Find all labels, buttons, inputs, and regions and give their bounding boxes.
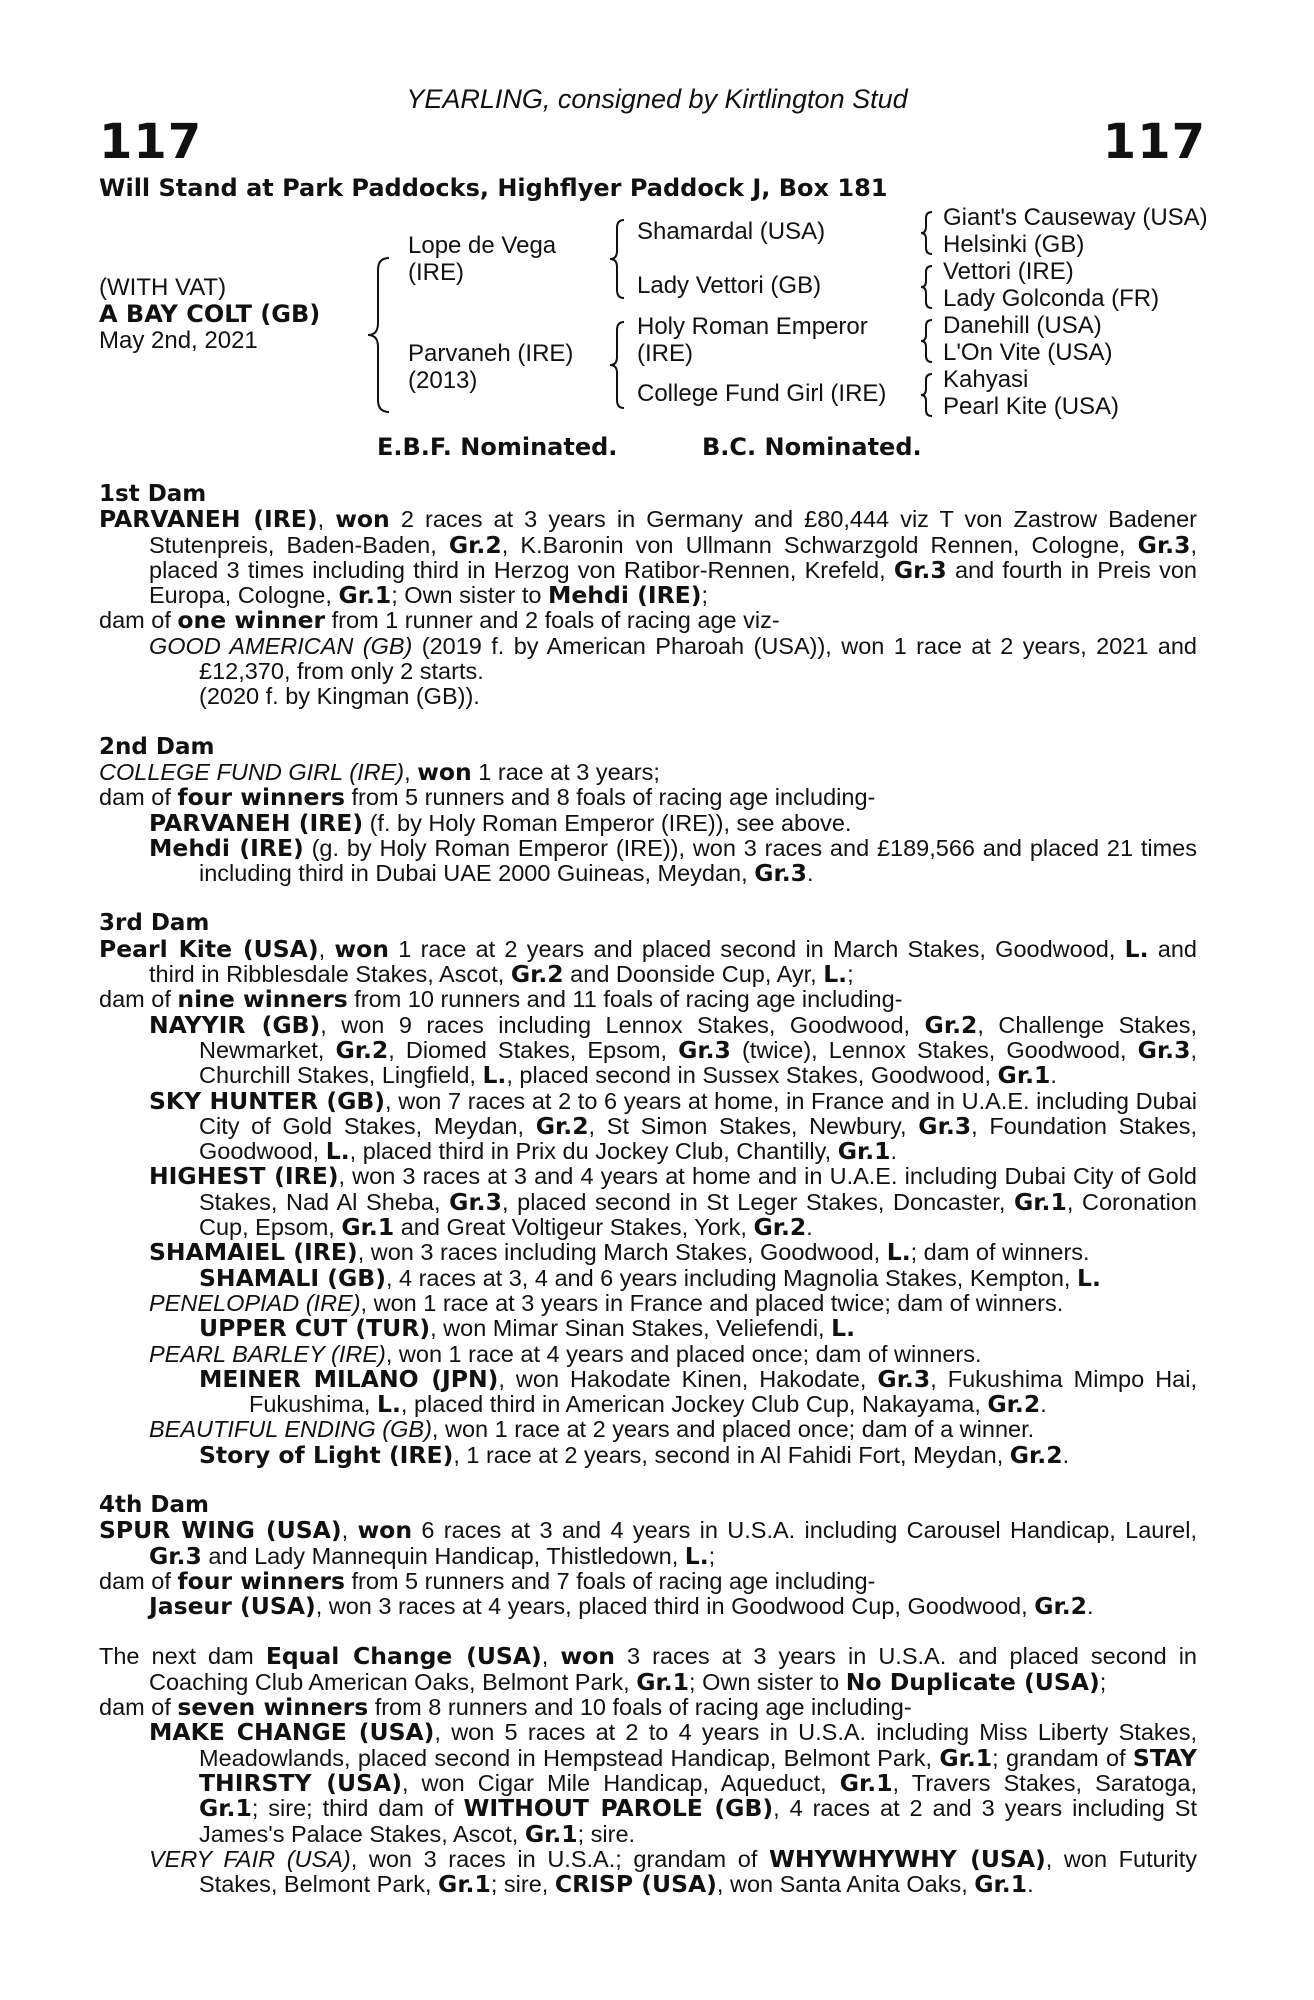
produce-pearl-barley: PEARL BARLEY (IRE), won 1 race at 4 years and placed once; dam of winners. [149, 1340, 982, 1367]
pedigree-brace-g2 [919, 264, 935, 310]
second-dam-heading: 2nd Dam [99, 733, 215, 760]
pedigree-g7: Kahyasi [943, 366, 1029, 393]
pedigree-sire-sire: Shamardal (USA) [637, 218, 826, 245]
pedigree-brace-g4 [919, 372, 935, 418]
pedigree-brace-main [365, 255, 395, 415]
lot-number-left: 117 [99, 114, 203, 170]
produce-make-change: MAKE CHANGE (USA), won 5 races at 2 to 4 years in U.S.A. including Miss Liberty Stakes, Meadowlands, placed second in Hempstead Handicap, Belmont Park, Gr.1; grandam of STAY THIRSTY (USA), won Cigar Mile Handicap, Aqueduct, Gr.1, Travers Stakes, Saratoga, Gr.1; sire; third dam of WITHOUT PAROLE (GB), 4 races at 2 and 3 years including St James's Palace Stakes, Ascot, Gr.1; sire. [149, 1718, 1197, 1848]
second-dam-produce: dam of four winners from 5 runners and 8 foals of racing age including- [99, 783, 876, 812]
produce-nayyir: NAYYIR (GB), won 9 races including Lennox Stakes, Goodwood, Gr.2, Challenge Stakes, Newmarket, Gr.2, Diomed Stakes, Epsom, Gr.3 (twice), Lennox Stakes, Goodwood, Gr.3, Churchill Stakes, Lingfield, L., placed second in Sussex Stakes, Goodwood, Gr.1. [149, 1010, 1198, 1090]
consignment-line: YEARLING, consigned by Kirtlington Stud [406, 84, 908, 114]
produce-good-american: GOOD AMERICAN (GB) (2019 f. by American Pharoah (USA)), won 1 race at 2 years, 2021 and £12,370, from only 2 starts. [149, 632, 1197, 685]
horse-foaled: May 2nd, 2021 [99, 327, 258, 354]
produce-sky-hunter: SKY HUNTER (GB), won 7 races at 2 to 6 years at home, in France and in U.A.E. including Dubai City of Gold Stakes, Meydan, Gr.2, St Simon Stakes, Newbury, Gr.3, Foundation Stakes, Goodwood, L., placed third in Prix du Jockey Club, Chantilly, Gr.1. [149, 1086, 1198, 1166]
produce-mehdi: Mehdi (IRE) (g. by Holy Roman Emperor (IRE)), won 3 races and £189,566 and placed 21 times including third in Dubai UAE 2000 Guineas, Meydan, Gr.3. [149, 833, 1197, 888]
pedigree-g2: Helsinki (GB) [943, 231, 1085, 258]
produce-very-fair: VERY FAIR (USA), won 3 races in U.S.A.; grandam of WHYWHYWHY (USA), won Futurity Stakes, Belmont Park, Gr.1; sire, CRISP (USA), won Santa Anita Oaks, Gr.1. [149, 1844, 1198, 1899]
produce-2020: (2020 f. by Kingman (GB)). [199, 683, 480, 710]
first-dam-heading: 1st Dam [99, 481, 207, 507]
family-text [99, 482, 1197, 1897]
pedigree-brace-sire [608, 218, 628, 300]
next-dam-entry: The next dam Equal Change (USA), won 3 races at 3 years in U.S.A. and placed second in Coaching Club American Oaks, Belmont Park, Gr.1; Own sister to No Duplicate (USA); [99, 1642, 1197, 1696]
pedigree-g3: Vettori (IRE) [943, 258, 1074, 285]
produce-penelopiad: PENELOPIAD (IRE), won 1 race at 3 years in France and placed twice; dam of winners. [149, 1289, 1064, 1316]
pedigree-g6: L'On Vite (USA) [943, 339, 1113, 366]
fourth-dam-heading: 4th Dam [99, 1491, 209, 1518]
lot-number-right: 117 [1102, 114, 1206, 170]
produce-parvaneh: PARVANEH (IRE) (f. by Holy Roman Emperor (IRE)), see above. [149, 808, 852, 837]
third-dam-heading: 3rd Dam [99, 910, 210, 937]
produce-shamaiel: SHAMAIEL (IRE), won 3 races including March Stakes, Goodwood, L.; dam of winners. [149, 1238, 1090, 1267]
pedigree-dam-sire: Holy Roman Emperor (IRE) [637, 313, 868, 367]
first-dam-entry: PARVANEH (IRE), won 2 races at 3 years in Germany and £80,444 viz T von Zastrow Badener Stutenpreis, Baden-Baden, Gr.2, K.Baronin von Ullmann Schwarzgold Rennen, Cologne, Gr.3, placed 3 times including third in Herzog von Ratibor-Rennen, Krefeld, Gr.3 and fourth in Preis von Europa, Cologne, Gr.1; Own sister to Mehdi (IRE); [99, 505, 1197, 610]
produce-beautiful-ending: BEAUTIFUL ENDING (GB), won 1 race at 2 years and placed once; dam of a winner. [149, 1416, 1035, 1443]
pedigree-dam-dam: College Fund Girl (IRE) [637, 380, 887, 407]
pedigree-g4: Lady Golconda (FR) [943, 285, 1160, 312]
pedigree-sire-dam: Lady Vettori (GB) [637, 272, 822, 299]
produce-story-of-light: Story of Light (IRE), 1 race at 2 years, second in Al Fahidi Fort, Meydan, Gr.2. [199, 1440, 1070, 1469]
first-dam-produce: dam of one winner from 1 runner and 2 foals of racing age viz- [99, 606, 780, 635]
produce-upper-cut: UPPER CUT (TUR), won Mimar Sinan Stakes, Veliefendi, L. [199, 1314, 856, 1343]
produce-shamali: SHAMALI (GB), 4 races at 3, 4 and 6 years including Magnolia Stakes, Kempton, L. [199, 1263, 1101, 1292]
horse-name: A BAY COLT (GB) [99, 300, 321, 328]
pedigree-g5: Danehill (USA) [943, 312, 1102, 339]
pedigree-g8: Pearl Kite (USA) [943, 393, 1120, 420]
third-dam-produce: dam of nine winners from 10 runners and 11 foals of racing age including- [99, 985, 903, 1014]
pedigree-brace-dam [608, 320, 628, 410]
next-dam-produce: dam of seven winners from 8 runners and 10 foals of racing age including- [99, 1693, 912, 1722]
pedigree-dam: Parvaneh (IRE) (2013) [408, 340, 574, 394]
pedigree-g1: Giant's Causeway (USA) [943, 204, 1208, 231]
third-dam-entry: Pearl Kite (USA), won 1 race at 2 years and placed second in March Stakes, Goodwood, L. and third in Ribblesdale Stakes, Ascot, Gr.2 and Doonside Cup, Ayr, L.; [99, 934, 1197, 989]
bc-nominated: B.C. Nominated. [702, 433, 922, 461]
pedigree-brace-g3 [919, 318, 935, 364]
fourth-dam-produce: dam of four winners from 5 runners and 7 foals of racing age including- [99, 1566, 876, 1595]
stand-location: Will Stand at Park Paddocks, Highflyer Paddock J, Box 181 [99, 174, 888, 202]
fourth-dam-entry: SPUR WING (USA), won 6 races at 3 and 4 years in U.S.A. including Carousel Handicap, Laurel, Gr.3 and Lady Mannequin Handicap, Thistledown, L.; [99, 1516, 1197, 1570]
ebf-nominated: E.B.F. Nominated. [377, 433, 618, 461]
produce-jaseur: Jaseur (USA), won 3 races at 4 years, placed third in Goodwood Cup, Goodwood, Gr.2. [149, 1592, 1094, 1621]
vat-label: (WITH VAT) [99, 274, 227, 301]
produce-meiner-milano: MEINER MILANO (JPN), won Hakodate Kinen, Hakodate, Gr.3, Fukushima Mimpo Hai, Fukushima, L., placed third in American Jockey Club Cup, Nakayama, Gr.2. [199, 1364, 1197, 1419]
pedigree-brace-g1 [919, 210, 935, 256]
second-dam-entry: COLLEGE FUND GIRL (IRE), won 1 race at 3 years; [99, 757, 660, 786]
produce-highest: HIGHEST (IRE), won 3 races at 3 and 4 years at home and in U.A.E. including Dubai City of Gold Stakes, Nad Al Sheba, Gr.3, placed second in St Leger Stakes, Doncaster, Gr.1, Coronation Cup, Epsom, Gr.1 and Great Voltigeur Stakes, York, Gr.2. [149, 1162, 1197, 1242]
pedigree-sire: Lope de Vega (IRE) [408, 232, 557, 286]
